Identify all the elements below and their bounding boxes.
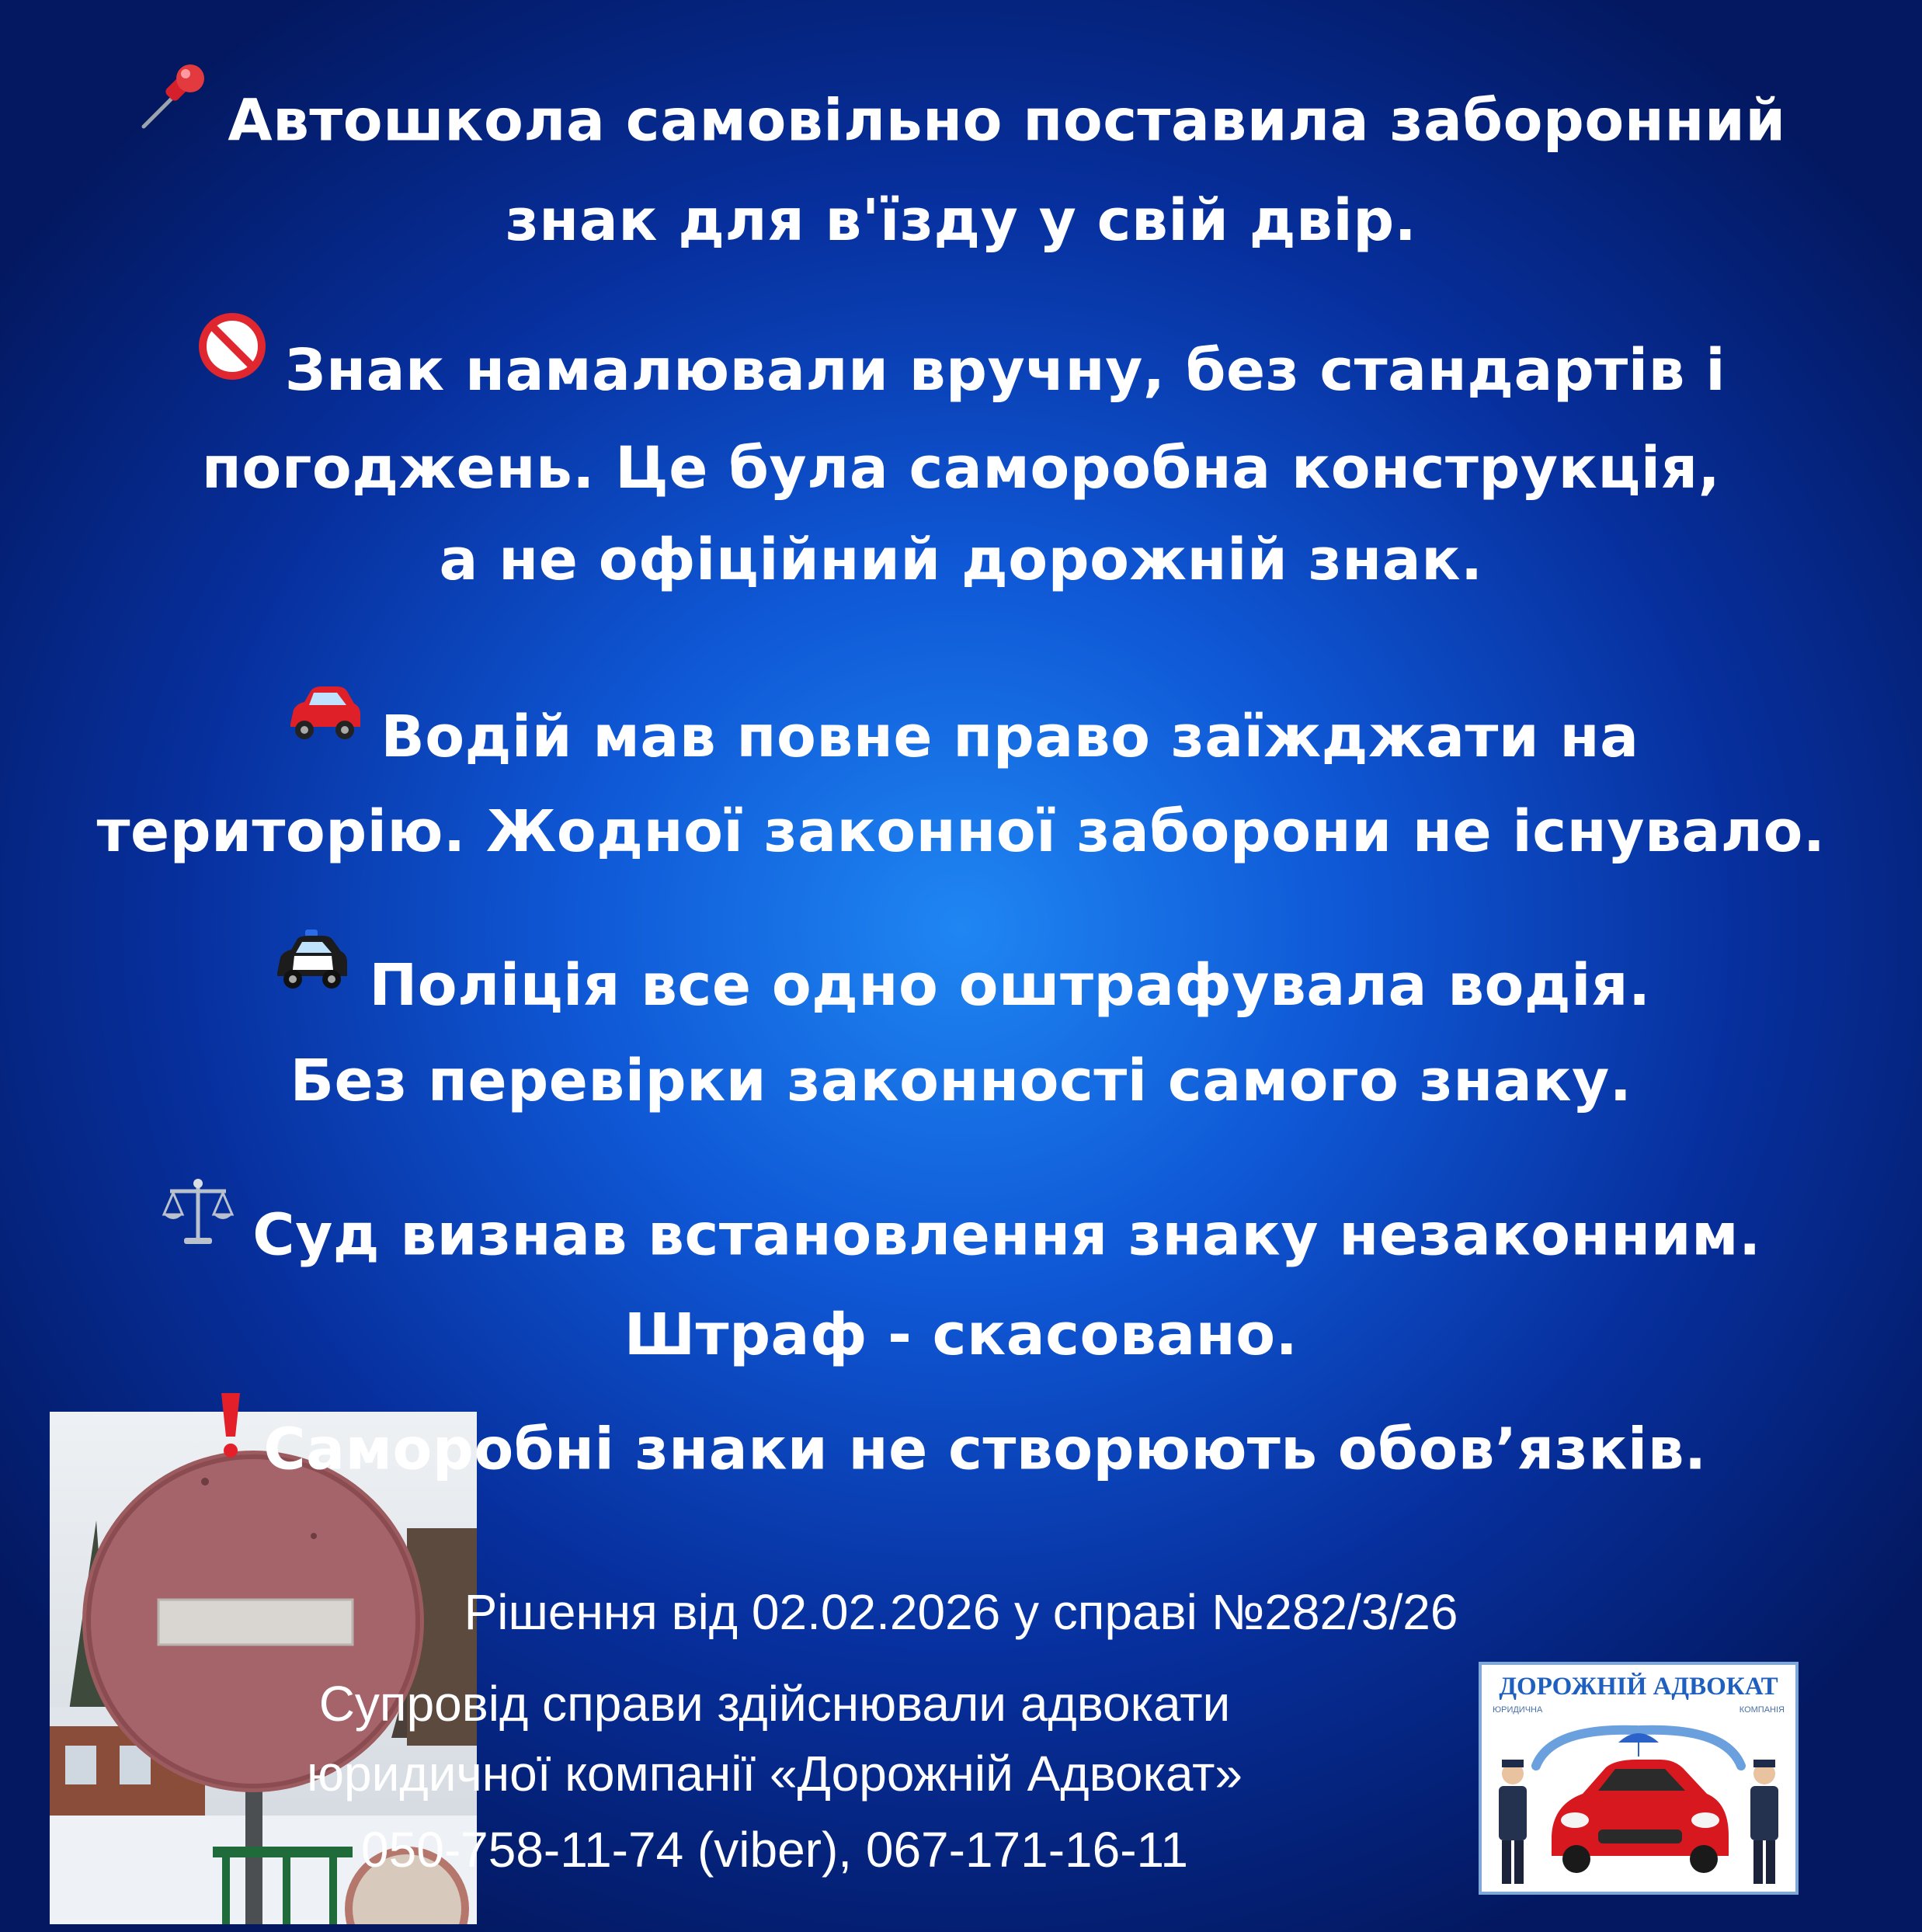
paragraph-4-line-2: Без перевірки законності самого знаку.	[290, 1048, 1632, 1115]
paragraph-6	[62, 1402, 1860, 1503]
paragraph-6-line-1-text: Саморобні знаки не створюють обов’язків.	[263, 1416, 1707, 1483]
paragraph-1	[62, 74, 1860, 266]
paragraph-5-line-1	[62, 1188, 1860, 1289]
paragraph-3-line-1-text: Водій мав повне право заїжджати на	[381, 704, 1639, 770]
logo-title: ДОРОЖНІЙ АДВОКАТ	[1499, 1673, 1778, 1701]
paragraph-5-line-1-text: Суд визнав встановлення знаку незаконним.	[252, 1201, 1761, 1269]
red-car-icon	[283, 680, 363, 772]
paragraph-1-line-1-text: Автошкола самовільно поставила заборонний	[228, 87, 1786, 155]
scales-icon	[161, 1174, 235, 1275]
company-logo	[1479, 1662, 1799, 1895]
paragraph-2-line-3: а не офіційний дорожній знак.	[439, 526, 1483, 594]
paragraph-3-line-1	[62, 691, 1860, 786]
paragraph-4-line-1	[62, 940, 1860, 1035]
court-decision-line: Рішення від 02.02.2026 у справі №282/3/26	[464, 1584, 1458, 1640]
paragraph-3-line-2: територію. Жодної законної заборони не існувало.	[96, 798, 1826, 866]
paragraph-2	[62, 325, 1860, 606]
exclamation-icon	[215, 1388, 246, 1489]
paragraph-1-line-1	[62, 74, 1860, 175]
paragraph-2-line-2: погоджень. Це була саморобна конструкція,	[201, 435, 1721, 502]
paragraph-6-line-1	[62, 1402, 1860, 1503]
logo-sub-left: ЮРИДИЧНА	[1493, 1705, 1543, 1715]
prohibited-icon	[196, 311, 268, 408]
logo-illustration	[1482, 1719, 1795, 1890]
paragraph-2-line-1	[62, 325, 1860, 422]
police-car-icon	[271, 928, 352, 1021]
paragraph-1-line-2: знак для в'їзду у свій двір.	[505, 187, 1417, 254]
paragraph-4	[62, 940, 1860, 1127]
paragraph-2-line-1-text: Знак намалювали вручну, без стандартів і	[284, 337, 1726, 404]
support-line-1: Супровід справи здійснювали адвокати	[318, 1676, 1231, 1732]
paragraph-5-line-2: Штраф - скасовано.	[624, 1301, 1298, 1368]
paragraph-5	[62, 1188, 1860, 1381]
paragraph-3	[62, 691, 1860, 877]
paragraph-4-line-1-text: Поліція все одно оштрафувала водія.	[369, 952, 1651, 1019]
support-line-2: юридичної компанії «Дорожній Адвокат»	[307, 1746, 1243, 1802]
pushpin-icon	[136, 60, 210, 161]
logo-sub-right: КОМПАНІЯ	[1739, 1705, 1785, 1715]
phone-numbers: 050-758-11-74 (viber), 067-171-16-11	[361, 1822, 1188, 1878]
